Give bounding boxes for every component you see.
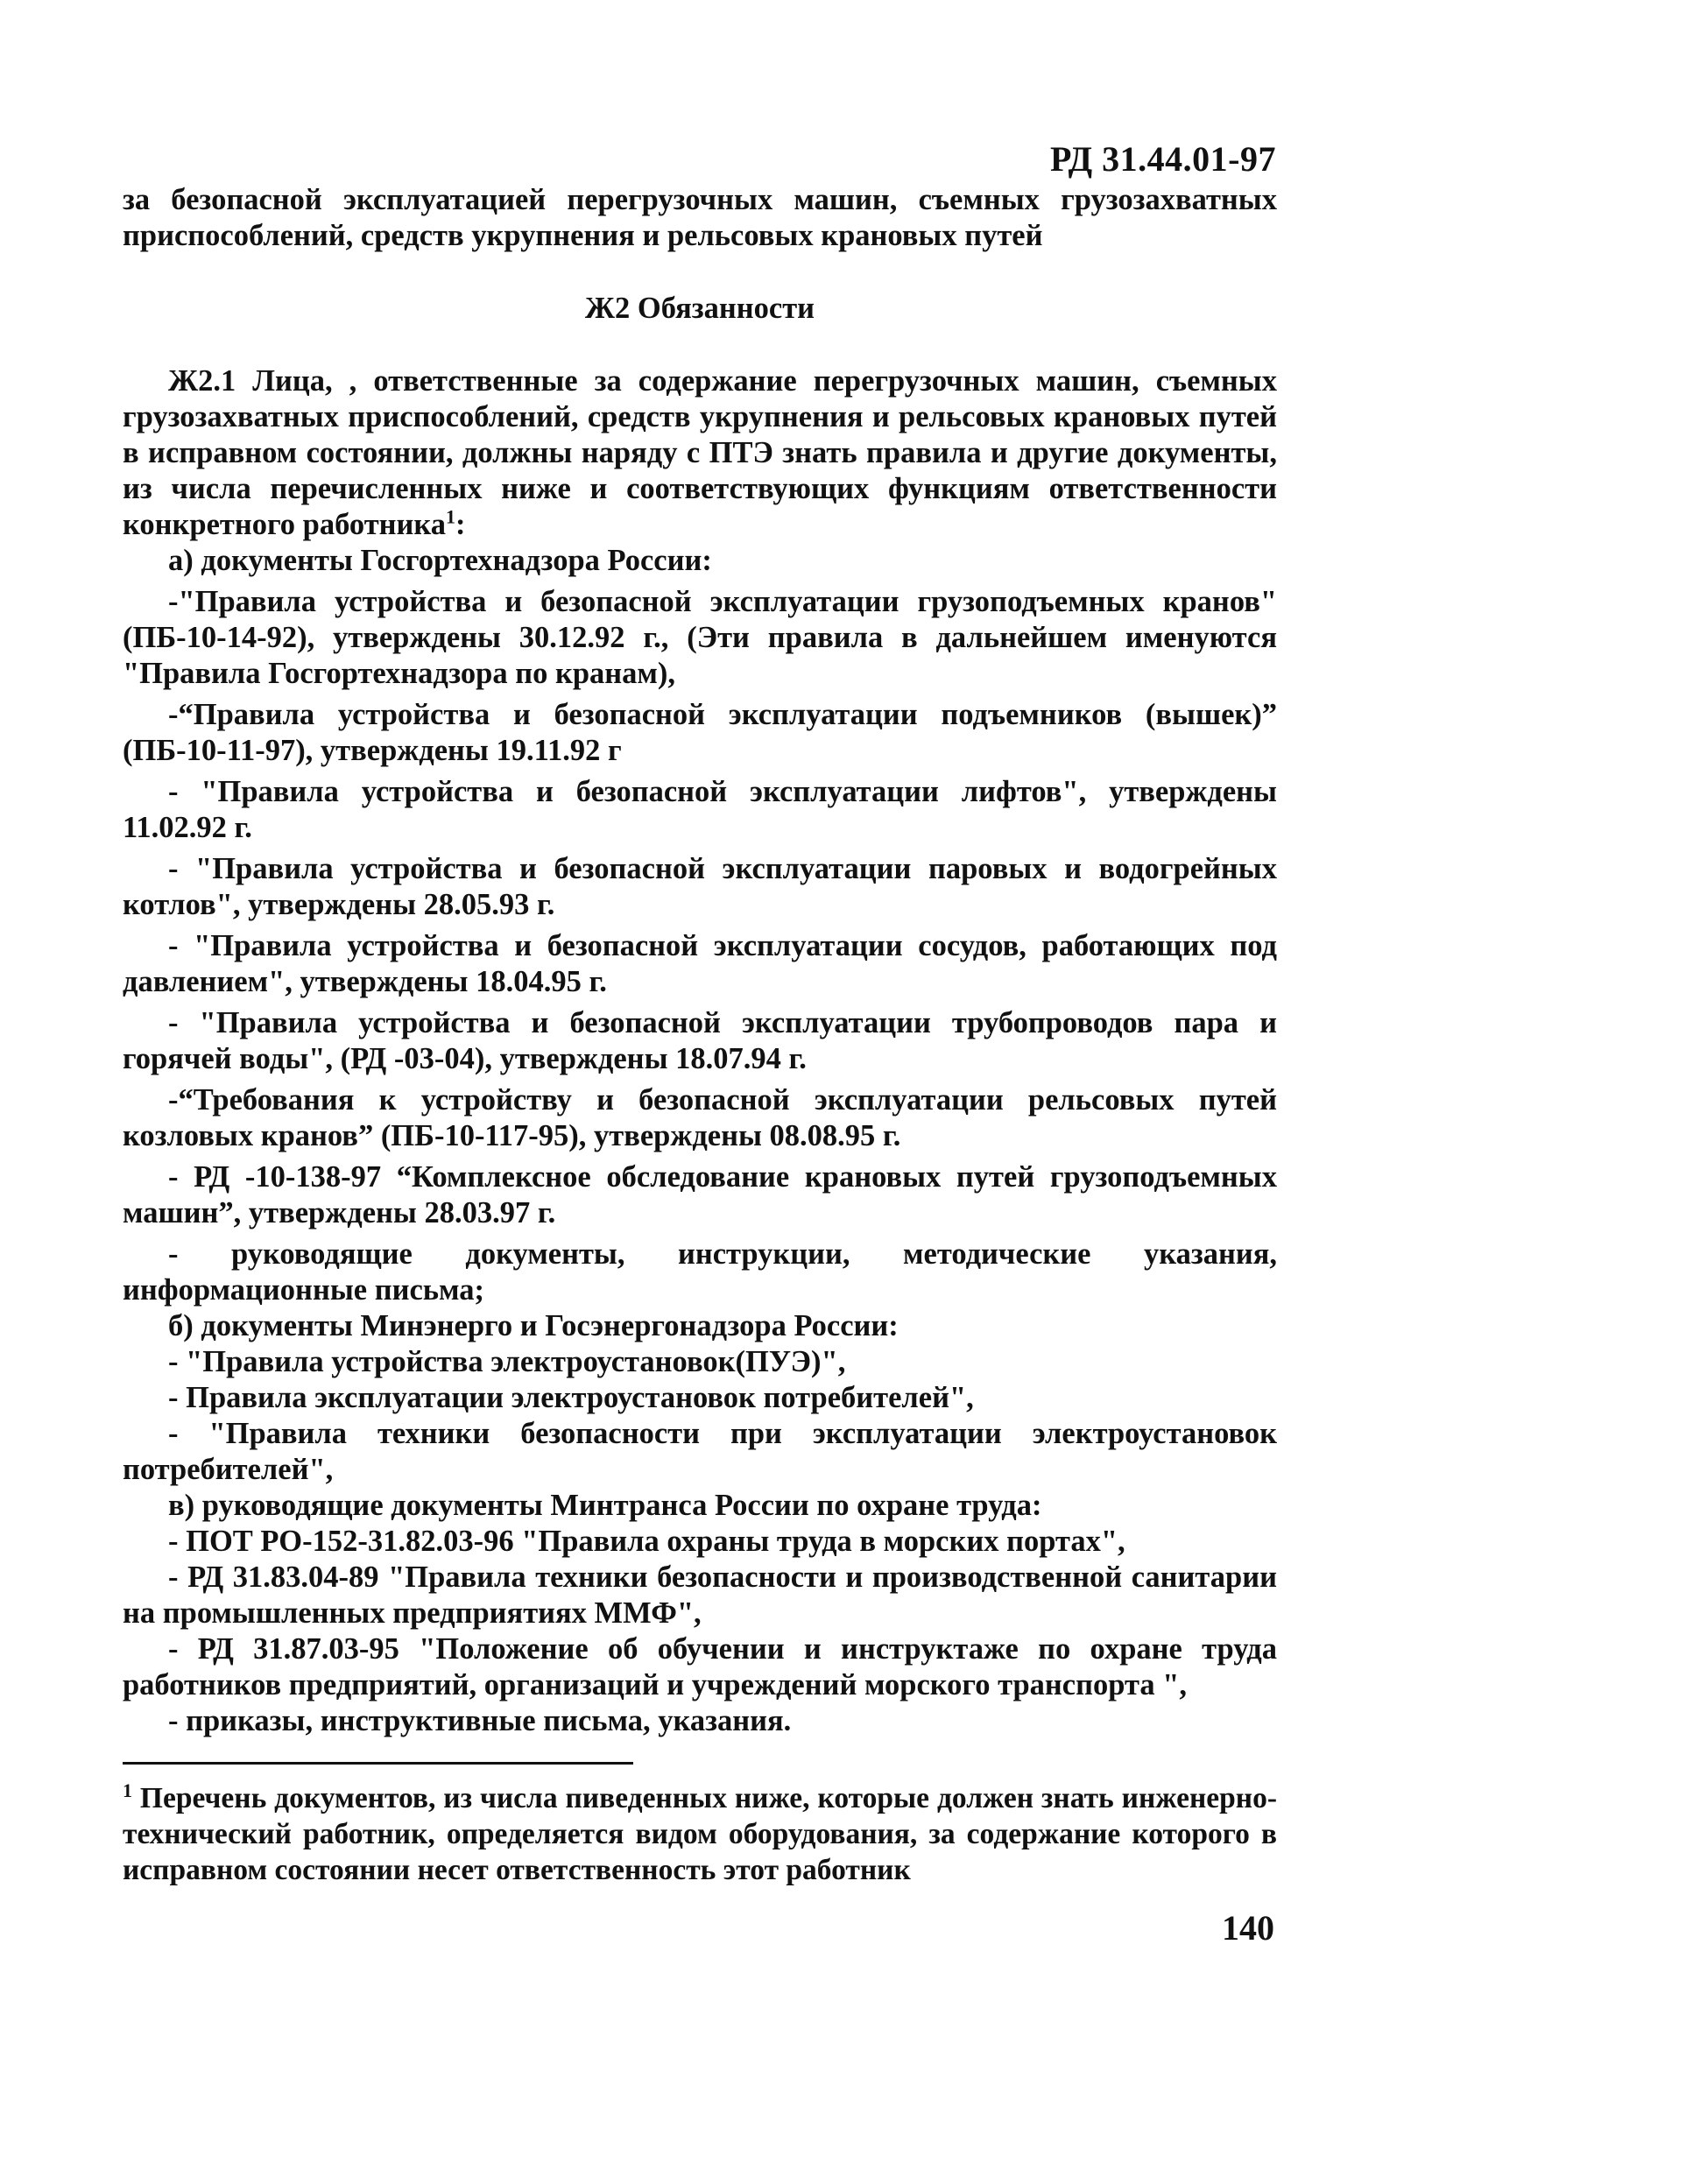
list-item: - ПОТ РО-152-31.82.03-96 "Правила охраны труда в морских портах",	[168, 1525, 1125, 1558]
main-paragraph-text: Ж2.1 Лица, , ответственные за содержание перегрузочных машин, съемных грузозахватных приспособлений, средств укрупнения и рельсовых крановых путей в исправном состоянии, должны наряду с ПТЭ знать правила и другие документы, из числа перечисленных ниже и соответствующих функциям ответственности конкретного работника	[123, 364, 1277, 541]
main-paragraph-end: :	[455, 508, 466, 541]
intro-continuation: за безопасной эксплуатацией перегрузочных машин, съемных грузозахватных приспособлений, средств укрупнения и рельсовых крановых путей	[123, 183, 1277, 252]
footnote-text: Перечень документов, из числа пиведенных ниже, которые должен знать инженерно-технический работник, определяется видом оборудования, за содержание которого в исправном состоянии несет ответственность этот работник	[123, 1782, 1277, 1886]
footnote	[123, 1780, 1277, 1888]
document-code: РД 31.44.01-97	[1050, 139, 1276, 179]
list-item: - "Правила устройства и безопасной эксплуатации паровых и водогрейных котлов", утверждены 28.05.93 г.	[123, 852, 1277, 921]
list-item-emphasis: "Правила Госгортехнадзора по кранам),	[123, 657, 676, 690]
list-item: - РД 31.83.04-89 "Правила техники безопасности и производственной санитарии на промышленных предприятиях ММФ",	[123, 1561, 1277, 1630]
list-item: - РД 31.87.03-95 "Положение об обучении и инструктаже по охране труда работников предприятий, организаций и учреждений морского транспорта ",	[123, 1632, 1277, 1701]
list-item: - "Правила устройства и безопасной эксплуатации трубопроводов пара и горячей воды", (РД -03-04), утверждены 18.07.94 г.	[123, 1006, 1277, 1075]
group-c-heading: в) руководящие документы Минтранса России по охране труда:	[168, 1489, 1042, 1522]
footnote-reference: 1	[446, 505, 456, 528]
list-item: -“Требования к устройству и безопасной эксплуатации рельсовых путей козловых кранов” (ПБ-10-117-95), утверждены 08.08.95 г.	[123, 1083, 1277, 1152]
list-item	[123, 584, 1277, 692]
main-paragraph	[123, 363, 1277, 543]
page-number: 140	[1222, 1908, 1274, 1948]
list-item: - Правила эксплуатации электроустановок потребителей",	[168, 1381, 974, 1414]
group-a-heading: а) документы Госгортехнадзора России:	[168, 544, 712, 577]
footnote-marker: 1	[123, 1779, 132, 1801]
footnote-divider	[123, 1762, 633, 1765]
group-b-heading: б) документы Минэнерго и Госэнергонадзора России:	[168, 1309, 899, 1342]
list-item: - "Правила устройства электроустановок(ПУЭ)",	[168, 1345, 846, 1378]
list-item: - РД -10-138-97 “Комплексное обследование крановых путей грузоподъемных машин”, утверждены 28.03.97 г.	[123, 1160, 1277, 1229]
list-item-text: -"Правила устройства и безопасной эксплуатации грузоподъемных кранов"(ПБ-10-14-92), утверждены 30.12.92 г., (Эти правила в дальнейшем именуются	[123, 585, 1277, 654]
list-item: -“Правила устройства и безопасной эксплуатации подъемников (вышек)” (ПБ-10-11-97), утверждены 19.11.92 г	[123, 698, 1277, 767]
list-item: - руководящие документы, инструкции, методические указания, информационные письма;	[123, 1237, 1277, 1307]
footnote-area	[123, 1780, 1277, 1888]
list-item: - "Правила устройства и безопасной эксплуатации лифтов", утверждены 11.02.92 г.	[123, 775, 1277, 844]
list-item: - "Правила техники безопасности при эксплуатации электроустановок потребителей",	[123, 1417, 1277, 1486]
page-content	[123, 182, 1277, 1739]
list-item: - приказы, инструктивные письма, указания.	[168, 1704, 792, 1737]
section-title: Ж2 Обязанности	[584, 292, 815, 325]
list-item: - "Правила устройства и безопасной эксплуатации сосудов, работающих под давлением", утверждены 18.04.95 г.	[123, 929, 1277, 998]
